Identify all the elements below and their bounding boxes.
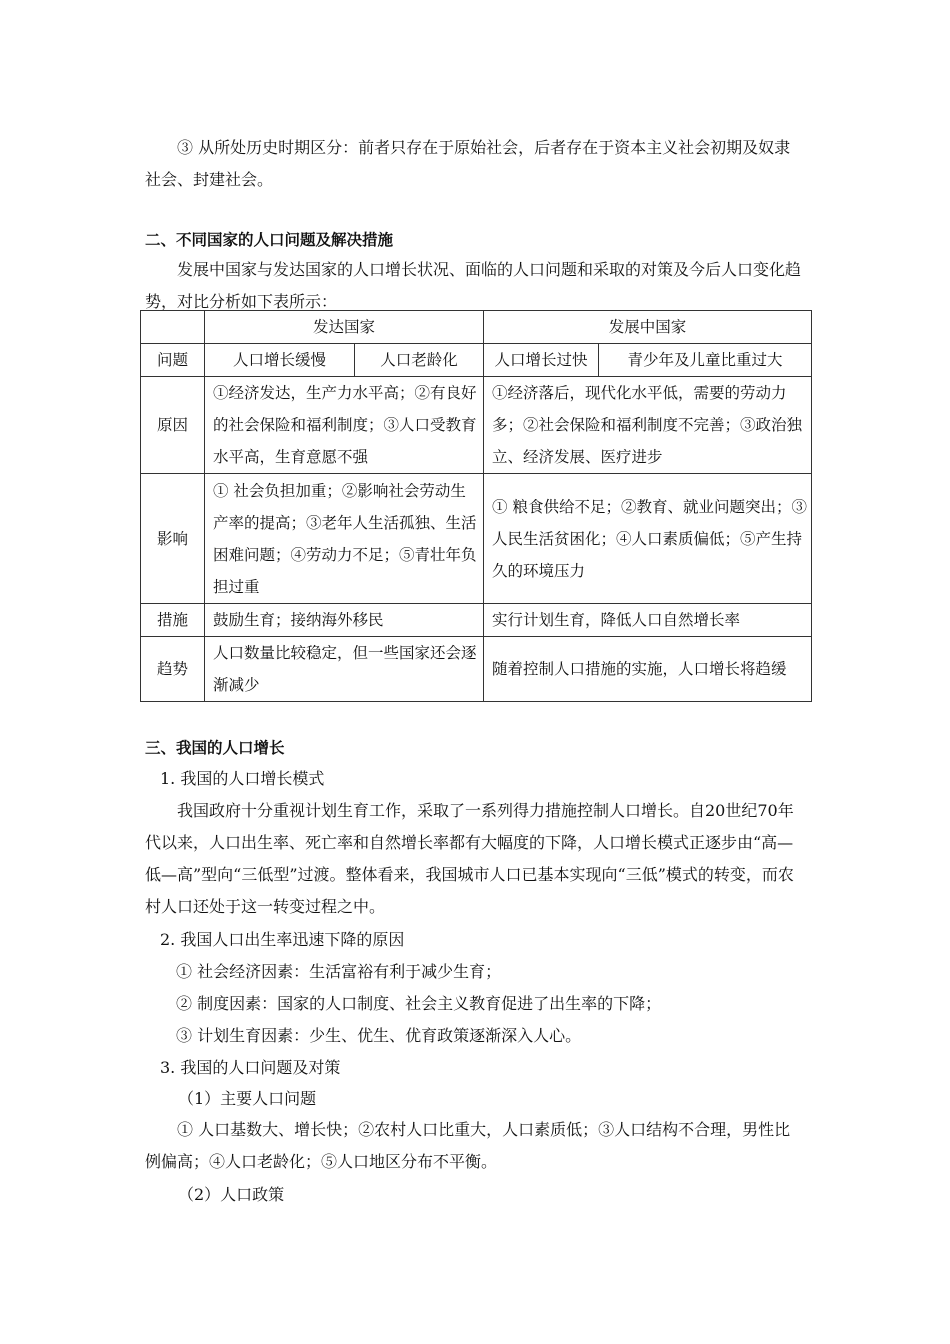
row-label-cause: 原因 [141, 377, 205, 474]
header-developed: 发达国家 [205, 311, 484, 344]
item-2-point-1: ① 社会经济因素：生活富裕有利于减少生育； [176, 962, 502, 981]
subheader-aging: 人口老龄化 [355, 344, 484, 377]
subheader-slow-growth: 人口增长缓慢 [205, 344, 355, 377]
sub-1-body: ① 人口基数大、增长快；②农村人口比重大，人口素质低；③人口结构不合理，男性比例偏高；④人口老龄化；⑤人口地区分布不平衡。 [145, 1120, 791, 1171]
impact-developing: ① 粮食供给不足；②教育、就业问题突出；③人民生活贫困化；④人口素质偏低；⑤产生持久的环境压力 [484, 474, 812, 604]
sub-2-title: （2）人口政策 [178, 1185, 285, 1204]
table-corner-cell [141, 311, 205, 344]
table-header-row [141, 311, 812, 344]
subheader-fast-growth: 人口增长过快 [484, 344, 599, 377]
row-label-problem: 问题 [141, 344, 205, 377]
item-2-point-2: ② 制度因素：国家的人口制度、社会主义教育促进了出生率的下降； [176, 994, 662, 1013]
trend-developing: 随着控制人口措施的实施，人口增长将趋缓 [484, 637, 812, 702]
impact-developed: ① 社会负担加重；②影响社会劳动生产率的提高；③老年人生活孤独、生活困难问题；④劳动力不足；⑤青壮年负担过重 [205, 474, 484, 604]
item-2-point-3: ③ 计划生育因素：少生、优生、优育政策逐渐深入人心。 [176, 1026, 582, 1045]
cause-developed: ①经济发达，生产力水平高；②有良好的社会保险和福利制度；③人口受教育水平高，生育意愿不强 [205, 377, 484, 474]
cause-developing: ①经济落后，现代化水平低，需要的劳动力多；②社会保险和福利制度不完善；③政治独立、经济发展、医疗进步 [484, 377, 812, 474]
table-subheader-row [141, 344, 812, 377]
intro-paragraph: ③ 从所处历史时期区分：前者只存在于原始社会，后者存在于资本主义社会初期及奴隶社会、封建社会。 [145, 138, 791, 189]
table-row-impact [141, 474, 812, 604]
trend-developed: 人口数量比较稳定，但一些国家还会逐渐减少 [205, 637, 484, 702]
sub-1-title: （1）主要人口问题 [178, 1089, 317, 1108]
row-label-measure: 措施 [141, 604, 205, 637]
section-2-heading: 二、不同国家的人口问题及解决措施 [145, 231, 394, 249]
table-row-cause [141, 377, 812, 474]
section-2-intro: 发展中国家与发达国家的人口增长状况、面临的人口问题和采取的对策及今后人口变化趋势，对比分析如下表所示： [145, 260, 802, 311]
item-2-title: 2. 我国人口出生率迅速下降的原因 [160, 930, 405, 949]
comparison-table [140, 310, 812, 702]
table-row-measure [141, 604, 812, 637]
section-3-heading: 三、我国的人口增长 [145, 739, 285, 757]
subheader-youth-ratio: 青少年及儿童比重过大 [599, 344, 812, 377]
row-label-trend: 趋势 [141, 637, 205, 702]
header-developing: 发展中国家 [484, 311, 812, 344]
table-row-trend [141, 637, 812, 702]
item-1-body: 我国政府十分重视计划生育工作，采取了一系列得力措施控制人口增长。自20世纪70年代以来，人口出生率、死亡率和自然增长率都有大幅度的下降，人口增长模式正逐步由“高—低—高”型向“三低型”过渡。整体看来，我国城市人口已基本实现向“三低”模式的转变，而农村人口还处于这一转变过程之中。 [145, 801, 794, 916]
measure-developing: 实行计划生育，降低人口自然增长率 [484, 604, 812, 637]
measure-developed: 鼓励生育；接纳海外移民 [205, 604, 484, 637]
row-label-impact: 影响 [141, 474, 205, 604]
item-3-title: 3. 我国的人口问题及对策 [160, 1058, 341, 1077]
item-1-title: 1. 我国的人口增长模式 [160, 769, 325, 788]
